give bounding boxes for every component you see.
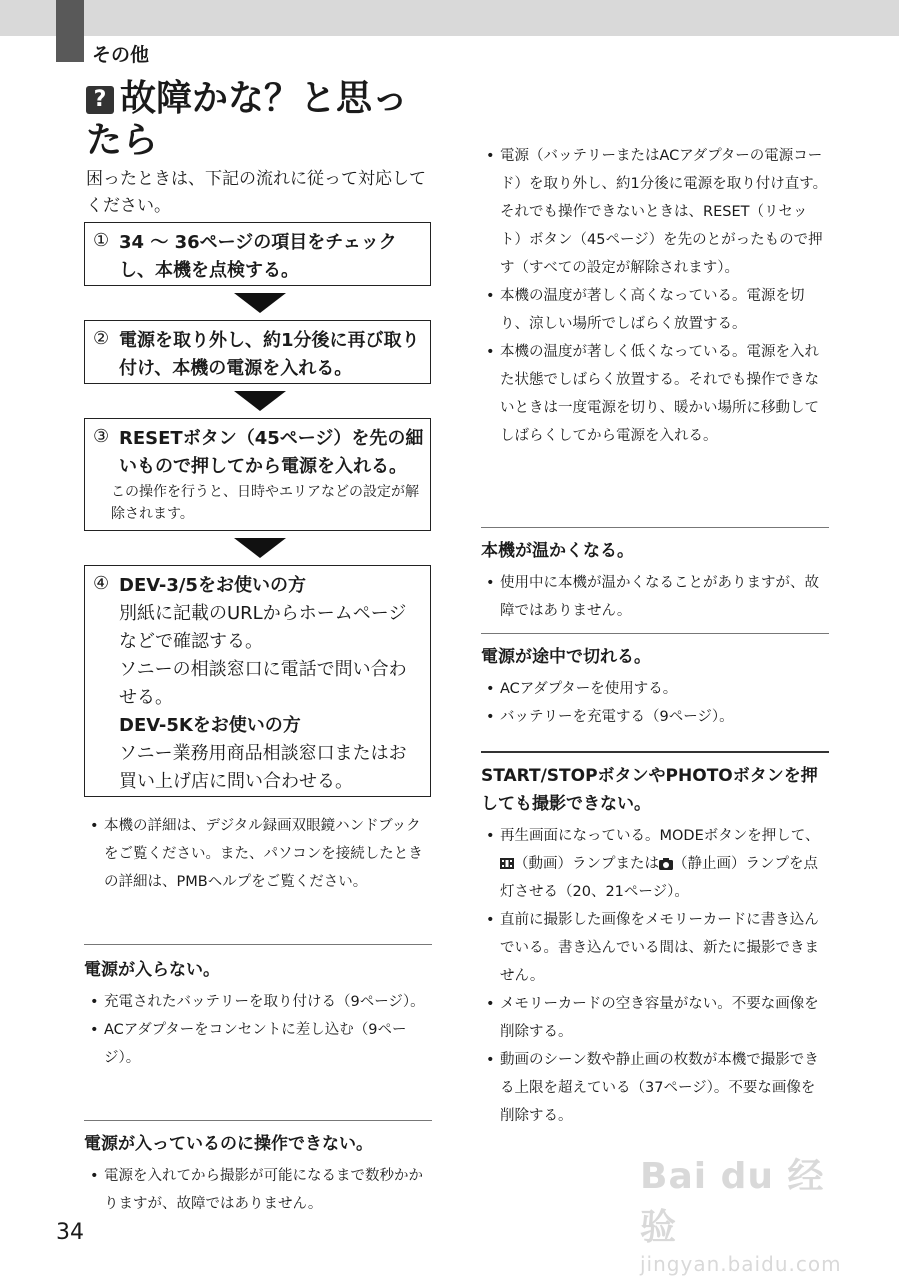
movie-icon xyxy=(500,857,514,870)
cutoff-list xyxy=(484,675,829,731)
step-text: ソニーの相談窓口に電話で問い合わせる。 xyxy=(119,659,407,708)
flow-arrow-icon xyxy=(234,293,286,313)
handbook-note xyxy=(88,812,433,896)
divider xyxy=(481,633,829,634)
list-item: • 本機の詳細は、デジタル録画双眼鏡ハンドブックをご覧ください。また、パソコンを接続したときの詳細は、PMBヘルプをご覧ください。 xyxy=(88,812,433,896)
step-main-text: 34 ～ 36ページの項目をチェックし、本機を点検する。 xyxy=(119,232,397,281)
section-heading-cutoff: 電源が途中で切れる。 xyxy=(481,647,651,667)
list-item: • バッテリーを充電する（9ページ）。 xyxy=(484,703,829,731)
step-number: ② xyxy=(93,328,110,349)
step-note: この操作を行うと、日時やエリアなどの設定が解除されます。 xyxy=(111,484,419,522)
page-number: 34 xyxy=(56,1220,84,1245)
step-main-text: RESETボタン（45ページ）を先の細いもので押してから電源を入れる。 xyxy=(119,428,424,477)
list-item: • メモリーカードの空き容量がない。不要な画像を削除する。 xyxy=(484,990,829,1046)
page-title-text: 故障かな？と思ったら xyxy=(86,78,409,161)
step-main-text: 電源を取り外し、約1分後に再び取り付け、本機の電源を入れる。 xyxy=(119,330,420,379)
divider xyxy=(84,944,432,945)
flow-step-3 xyxy=(84,418,431,531)
intro-text: 困ったときは、下記の流れに従って対応してください。 xyxy=(86,169,426,216)
flow-step-1 xyxy=(84,222,431,286)
list-item: • ACアダプターをコンセントに差し込む（9ページ）。 xyxy=(88,1016,433,1072)
list-item-text: 再生画面になっている。MODEボタンを押して、 xyxy=(500,828,820,844)
section-label: その他 xyxy=(92,44,150,66)
divider xyxy=(481,527,829,528)
flow-step-4 xyxy=(84,565,431,797)
list-item: • 本機の温度が著しく低くなっている。電源を入れた状態でしばらく放置する。それでも操作できないときは一度電源を切り、暖かい場所に移動してしばらくしてから電源を入れる。 xyxy=(484,338,829,450)
list-item xyxy=(484,822,829,906)
divider xyxy=(481,751,829,753)
step-text: ソニー業務用商品相談窓口またはお買い上げ店に問い合わせる。 xyxy=(119,743,407,792)
baidu-watermark xyxy=(640,1148,855,1276)
section-heading-no-power: 電源が入らない。 xyxy=(84,960,220,980)
list-item: • 直前に撮影した画像をメモリーカードに書き込んでいる。書き込んでいる間は、新たに撮影できません。 xyxy=(484,906,829,990)
list-item-text: （動画）ランプまたは xyxy=(514,856,659,872)
list-item: • 電源を入れてから撮影が可能になるまで数秒かかりますが、故障ではありません。 xyxy=(88,1162,433,1218)
flow-arrow-icon xyxy=(234,538,286,558)
camera-icon xyxy=(659,857,673,870)
right-column-list xyxy=(484,142,829,450)
list-item-text: （静止画）ランプを点灯させる（20、21ページ）。 xyxy=(500,856,818,900)
question-icon: ? xyxy=(86,86,114,114)
page-title xyxy=(86,78,436,162)
step-heading-dev5k: DEV-5Kをお使いの方 xyxy=(119,715,301,736)
step-heading-dev35: DEV-3/5をお使いの方 xyxy=(119,575,306,596)
section-heading-warm: 本機が温かくなる。 xyxy=(481,541,634,561)
step-text: 別紙に記載のURLからホームページなどで確認する。 xyxy=(119,603,407,652)
watermark-url: jingyan.baidu.com xyxy=(640,1252,842,1276)
section-heading-no-operate: 電源が入っているのに操作できない。 xyxy=(84,1134,373,1154)
header-bar xyxy=(0,0,899,36)
list-item: • 電源（バッテリーまたはACアダプターの電源コード）を取り外し、約1分後に電源を取り付け直す。それでも操作できないときは、RESET（リセット）ボタン（45ページ）を先のとがったもので押す（すべての設定が解除されます）。 xyxy=(484,142,829,282)
section-heading-cannot-record: START/STOPボタンやPHOTOボタンを押しても撮影できない。 xyxy=(481,766,818,814)
step-number: ① xyxy=(93,230,110,251)
no-power-list xyxy=(88,988,433,1072)
divider xyxy=(84,1120,432,1121)
list-item: • ACアダプターを使用する。 xyxy=(484,675,829,703)
watermark-brand: Bai du 经验 xyxy=(640,1156,825,1248)
step-number: ④ xyxy=(93,573,110,594)
flow-arrow-icon xyxy=(234,391,286,411)
list-item: • 使用中に本機が温かくなることがありますが、故障ではありません。 xyxy=(484,569,829,625)
step-number: ③ xyxy=(93,426,110,447)
list-item: • 動画のシーン数や静止画の枚数が本機で撮影できる上限を超えている（37ページ）。不要な画像を削除する。 xyxy=(484,1046,829,1130)
header-tab-marker xyxy=(56,0,84,62)
list-item: • 充電されたバッテリーを取り付ける（9ページ）。 xyxy=(88,988,433,1016)
warm-list xyxy=(484,569,829,625)
cannot-record-list xyxy=(484,822,829,1130)
list-item: • 本機の温度が著しく高くなっている。電源を切り、涼しい場所でしばらく放置する。 xyxy=(484,282,829,338)
flow-step-2 xyxy=(84,320,431,384)
no-operate-list xyxy=(88,1162,433,1218)
